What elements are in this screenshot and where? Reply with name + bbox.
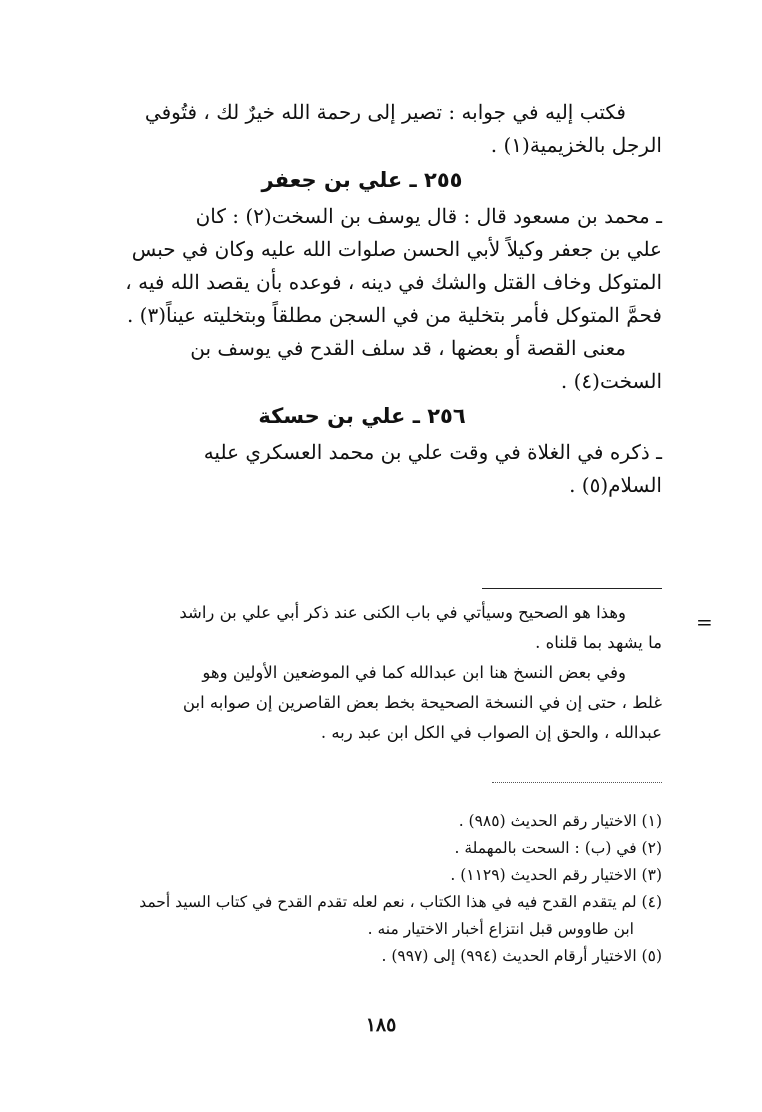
paragraph-4-line-1: ـ ذكره في الغلاة في وقت علي بن محمد العسكري عليه: [203, 440, 662, 464]
paragraph-1-line-1: فكتب إليه في جوابه : تصير إلى رحمة الله خيرٌ لك ، فتُوفي: [144, 100, 626, 124]
continued-note-line-5: عبدالله ، والحق إن الصواب في الكل ابن عبد ربه .: [320, 723, 662, 742]
footnote-2: (٢) في (ب) : السحت بالمهملة .: [454, 839, 662, 857]
continued-note-para-1: [102, 598, 662, 658]
paragraph-2: [102, 200, 662, 332]
entry-heading-256: ٢٥٦ ـ علي بن حسكة: [258, 404, 466, 428]
page-number: ١٨٥: [365, 1014, 397, 1036]
paragraph-2-line-1: ـ محمد بن مسعود قال : قال يوسف بن السخت(٢) : كان: [195, 204, 662, 228]
paragraph-1: [102, 96, 662, 162]
continued-note-line-4: غلط ، حتى إن في النسخة الصحيحة بخط بعض القاصرين إن صوابه ابن: [182, 693, 662, 712]
paragraph-3-line-1: معنى القصة أو بعضها ، قد سلف القدح في يوسف بن: [190, 336, 626, 360]
main-text: [102, 96, 662, 502]
paragraph-3-line-2: السخت(٤) .: [560, 369, 662, 393]
continued-note-line-2: ما يشهد بما قلناه .: [535, 633, 662, 652]
paragraph-2-line-3: المتوكل وخاف القتل والشك في دينه ، فوعده بأن يقصد الله فيه ،: [125, 270, 662, 294]
footnote-1: (١) الاختيار رقم الحديث (٩٨٥) .: [458, 812, 662, 830]
continuation-marker: =: [696, 610, 713, 634]
footnote-5: (٥) الاختيار أرقام الحديث (٩٩٤) إلى (٩٩٧) .: [381, 947, 662, 965]
entry-heading-255: ٢٥٥ ـ علي بن جعفر: [261, 168, 463, 192]
footnote-dotted-separator: [492, 782, 662, 783]
footnote-separator: [482, 588, 662, 589]
continued-footnote: [102, 598, 662, 748]
paragraph-1-line-2: الرجل بالخزيمية(١) .: [490, 133, 662, 157]
paragraph-3: [102, 332, 662, 398]
paragraph-4-line-2: السلام(٥) .: [569, 473, 662, 497]
footnote-3: (٣) الاختيار رقم الحديث (١١٢٩) .: [450, 866, 662, 884]
continued-note-line-3: وفي بعض النسخ هنا ابن عبدالله كما في الموضعين الأولين وهو: [202, 663, 626, 682]
paragraph-2-line-2: علي بن جعفر وكيلاً لأبي الحسن صلوات الله عليه وكان في حبس: [131, 237, 662, 261]
footnote-4-line-1: (٤) لم يتقدم القدح فيه في هذا الكتاب ، نعم لعله تقدم القدح في كتاب السيد أحمد: [139, 893, 662, 911]
continued-note-para-2: [102, 658, 662, 748]
paragraph-4: [102, 436, 662, 502]
paragraph-2-line-4: فحمَّ المتوكل فأمر بتخلية من في السجن مطلقاً وبتخليته عيناً(٣) .: [126, 303, 662, 327]
continued-note-line-1: وهذا هو الصحيح وسيأتي في باب الكنى عند ذكر أبي علي بن راشد: [179, 603, 626, 622]
footnotes: [102, 808, 662, 970]
footnote-4-line-2: ابن طاووس قبل انتزاع أخبار الاختيار منه .: [367, 920, 634, 938]
